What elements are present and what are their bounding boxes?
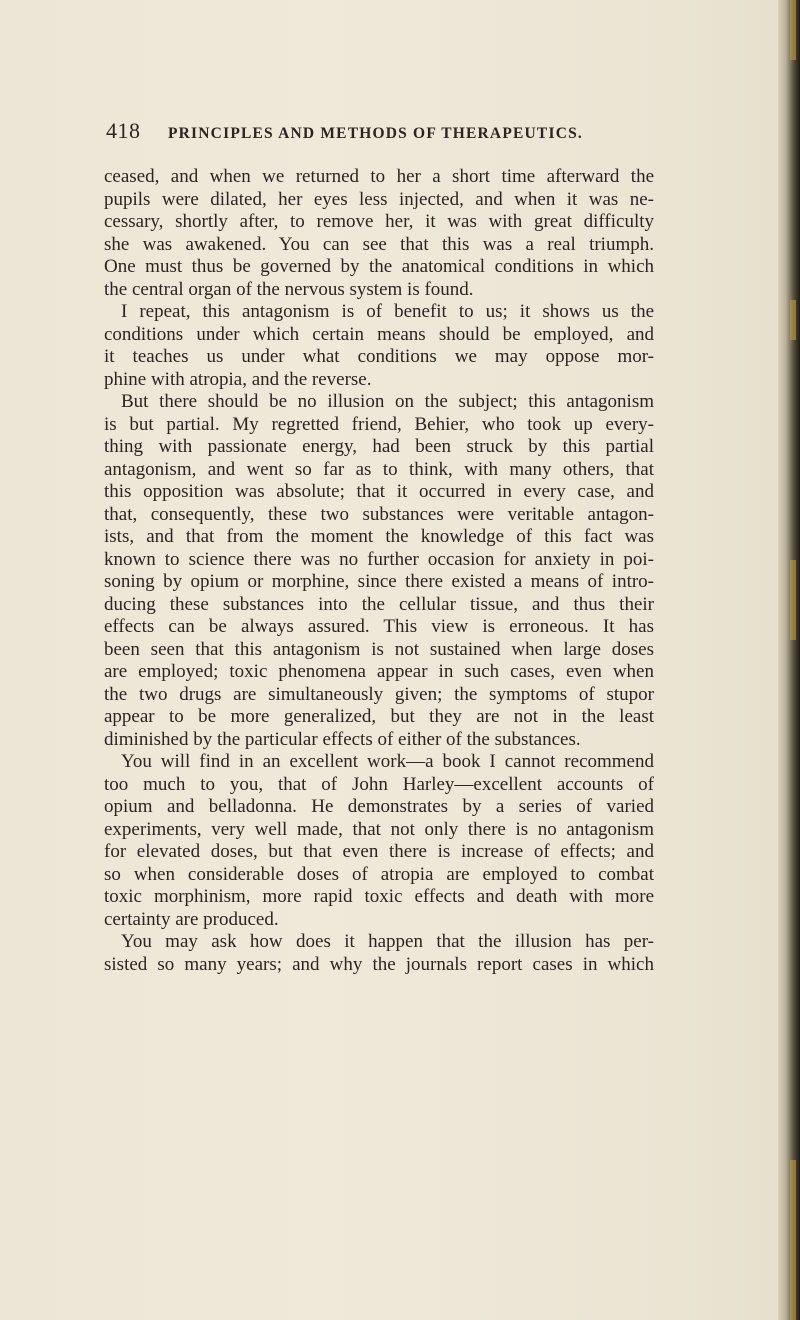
- text-line: thing with passionate energy, had been struck by this partial: [104, 436, 654, 457]
- text-line: One must thus be governed by the anatomical conditions in which: [104, 256, 654, 277]
- text-line: I repeat, this antagonism is of benefit to us; it shows us the: [121, 301, 654, 322]
- text-line: she was awakened. You can see that this was a real triumph.: [104, 233, 654, 255]
- text-line: appear to be more generalized, but they are not in the least: [104, 706, 654, 727]
- text-line: are employed; toxic phenomena appear in such cases, even when: [104, 661, 654, 682]
- text-line: sisted so many years; and why the journals report cases in which: [104, 953, 654, 975]
- text-line: pupils were dilated, her eyes less injected, and when it was ne-: [104, 188, 654, 210]
- text-line: phine with atropia, and the reverse.: [104, 368, 372, 390]
- text-line: is but partial. My regretted friend, Behier, who took up every-: [104, 413, 654, 435]
- running-title: PRINCIPLES AND METHODS OF THERAPEUTICS.: [168, 125, 583, 142]
- text-line: too much to you, that of John Harley—excellent accounts of: [104, 773, 654, 795]
- text-line: ducing these substances into the cellular tissue, and thus their: [104, 593, 654, 615]
- text-line: effects can be always assured. This view is erroneous. It has: [104, 616, 654, 637]
- text-line: been seen that this antagonism is not sustained when large doses: [104, 638, 654, 660]
- text-line: antagonism, and went so far as to think, with many others, that: [104, 458, 654, 480]
- text-line: opium and belladonna. He demonstrates by a series of varied: [104, 796, 654, 817]
- text-line: the central organ of the nervous system is found.: [104, 278, 474, 300]
- running-header: [106, 118, 666, 144]
- text-line: soning by opium or morphine, since there existed a means of intro-: [104, 571, 654, 592]
- page-number: 418: [106, 118, 141, 143]
- text-line: that, consequently, these two substances were veritable antagon-: [104, 503, 654, 525]
- body-text: [104, 166, 654, 976]
- text-line: You will find in an excellent work—a book I cannot recommend: [121, 751, 654, 772]
- text-line: You may ask how does it happen that the illusion has per-: [121, 931, 654, 952]
- text-line: for elevated doses, but that even there is increase of effects; and: [104, 841, 654, 862]
- text-line: this opposition was absolute; that it occurred in every case, and: [104, 481, 654, 502]
- text-line: ists, and that from the moment the knowledge of this fact was: [104, 526, 654, 547]
- text-line: known to science there was no further occasion for anxiety in poi-: [104, 548, 654, 570]
- text-line: the two drugs are simultaneously given; the symptoms of stupor: [104, 683, 654, 705]
- text-line: toxic morphinism, more rapid toxic effects and death with more: [104, 886, 654, 907]
- text-line: certainty are produced.: [104, 908, 279, 930]
- text-line: cessary, shortly after, to remove her, it was with great difficulty: [104, 211, 654, 232]
- page-edge-gutter: [778, 0, 800, 1320]
- text-line: But there should be no illusion on the subject; this antagonism: [121, 391, 654, 412]
- text-line: it teaches us under what conditions we may oppose mor-: [104, 346, 654, 367]
- text-line: experiments, very well made, that not only there is no antagonism: [104, 818, 654, 840]
- text-line: diminished by the particular effects of either of the substances.: [104, 728, 581, 750]
- text-line: ceased, and when we returned to her a short time afterward the: [104, 166, 654, 187]
- text-line: so when considerable doses of atropia are employed to combat: [104, 863, 654, 885]
- text-line: conditions under which certain means should be employed, and: [104, 323, 654, 345]
